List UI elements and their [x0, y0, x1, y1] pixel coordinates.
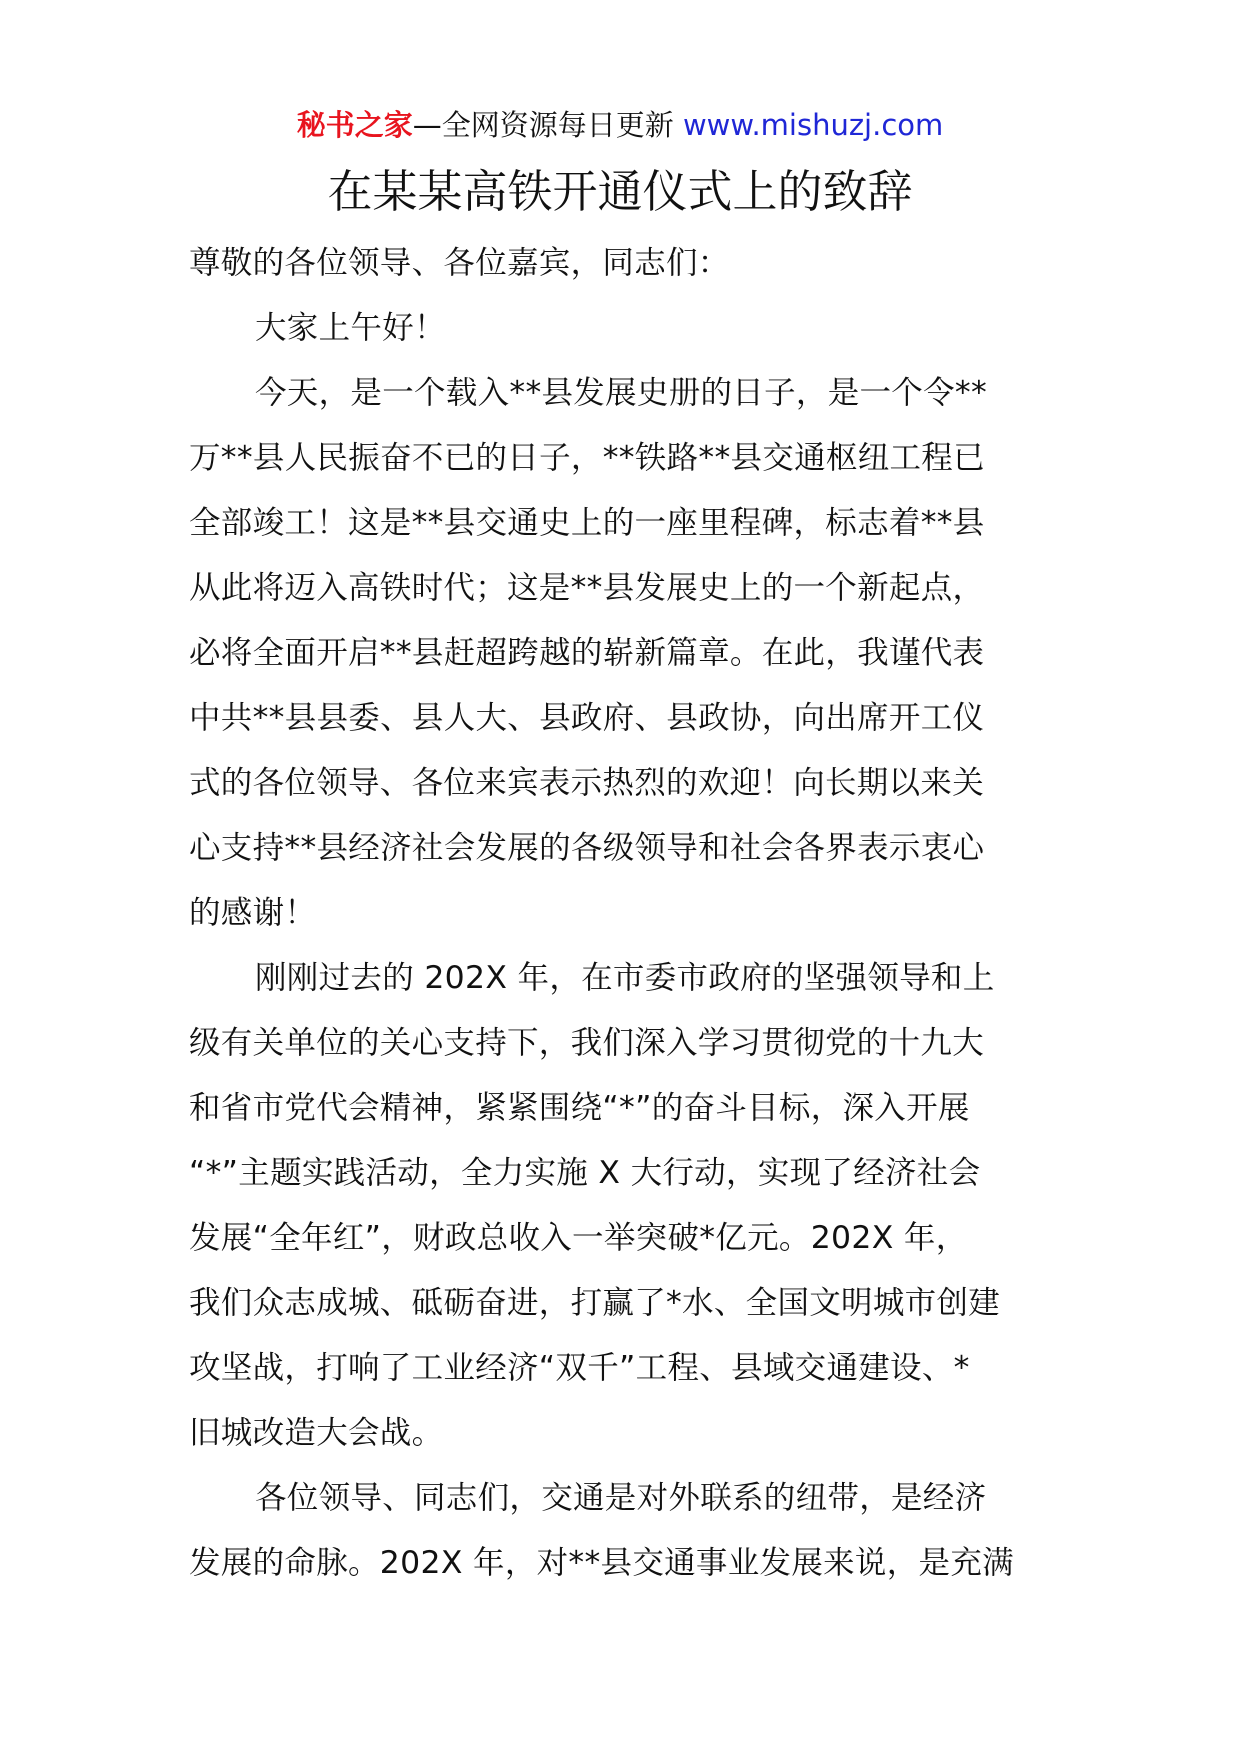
text-line: 各位领导、同志们，交通是对外联系的纽带，是经济 — [255, 1480, 987, 1516]
text-line: 和省市党代会精神，紧紧围绕“*”的奋斗目标，深入开展 — [189, 1090, 970, 1126]
text-line: 旧城改造大会战。 — [189, 1415, 444, 1451]
text-line: 万**县人民振奋不已的日子，**铁路**县交通枢纽工程已 — [189, 440, 985, 476]
document-title: 在某某高铁开通仪式上的致辞 — [327, 165, 913, 218]
text-line: 今天，是一个载入**县发展史册的日子，是一个令** — [255, 375, 988, 411]
text-line: 发展“全年红”，财政总收入一举突破*亿元。202X 年， — [189, 1220, 968, 1256]
text-line: 攻坚战，打响了工业经济“双千”工程、县域交通建设、* — [189, 1350, 970, 1386]
text-line: 发展的命脉。202X 年，对**县交通事业发展来说，是充满 — [189, 1545, 1014, 1581]
text-line: 尊敬的各位领导、各位嘉宾，同志们： — [189, 245, 730, 281]
text-line: 中共**县县委、县人大、县政府、县政协，向出席开工仪 — [189, 700, 985, 736]
text-line: 全部竣工！这是**县交通史上的一座里程碑，标志着**县 — [189, 505, 985, 541]
text-line: 从此将迈入高铁时代；这是**县发展史上的一个新起点， — [189, 570, 985, 606]
header-tagline: —全网资源每日更新 — [412, 108, 683, 142]
brand-name: 秘书之家 — [296, 108, 413, 142]
text-line: 级有关单位的关心支持下，我们深入学习贯彻党的十九大 — [189, 1025, 985, 1061]
text-line: 式的各位领导、各位来宾表示热烈的欢迎！向长期以来关 — [189, 765, 985, 801]
text-line: 的感谢！ — [189, 895, 317, 931]
text-line: 刚刚过去的 202X 年，在市委市政府的坚强领导和上 — [255, 960, 995, 996]
text-line: 大家上午好！ — [255, 310, 446, 346]
text-line: 必将全面开启**县赶超跨越的崭新篇章。在此，我谨代表 — [189, 635, 985, 671]
text-line: 心支持**县经济社会发展的各级领导和社会各界表示衷心 — [189, 830, 985, 866]
document-body — [189, 231, 1064, 1596]
site-url-link[interactable]: www.mishuzj.com — [682, 108, 944, 142]
text-line: 我们众志成城、砥砺奋进，打赢了*水、全国文明城市创建 — [189, 1285, 1001, 1321]
text-line: “*”主题实践活动，全力实施 X 大行动，实现了经济社会 — [189, 1155, 981, 1191]
site-header — [0, 100, 1240, 150]
